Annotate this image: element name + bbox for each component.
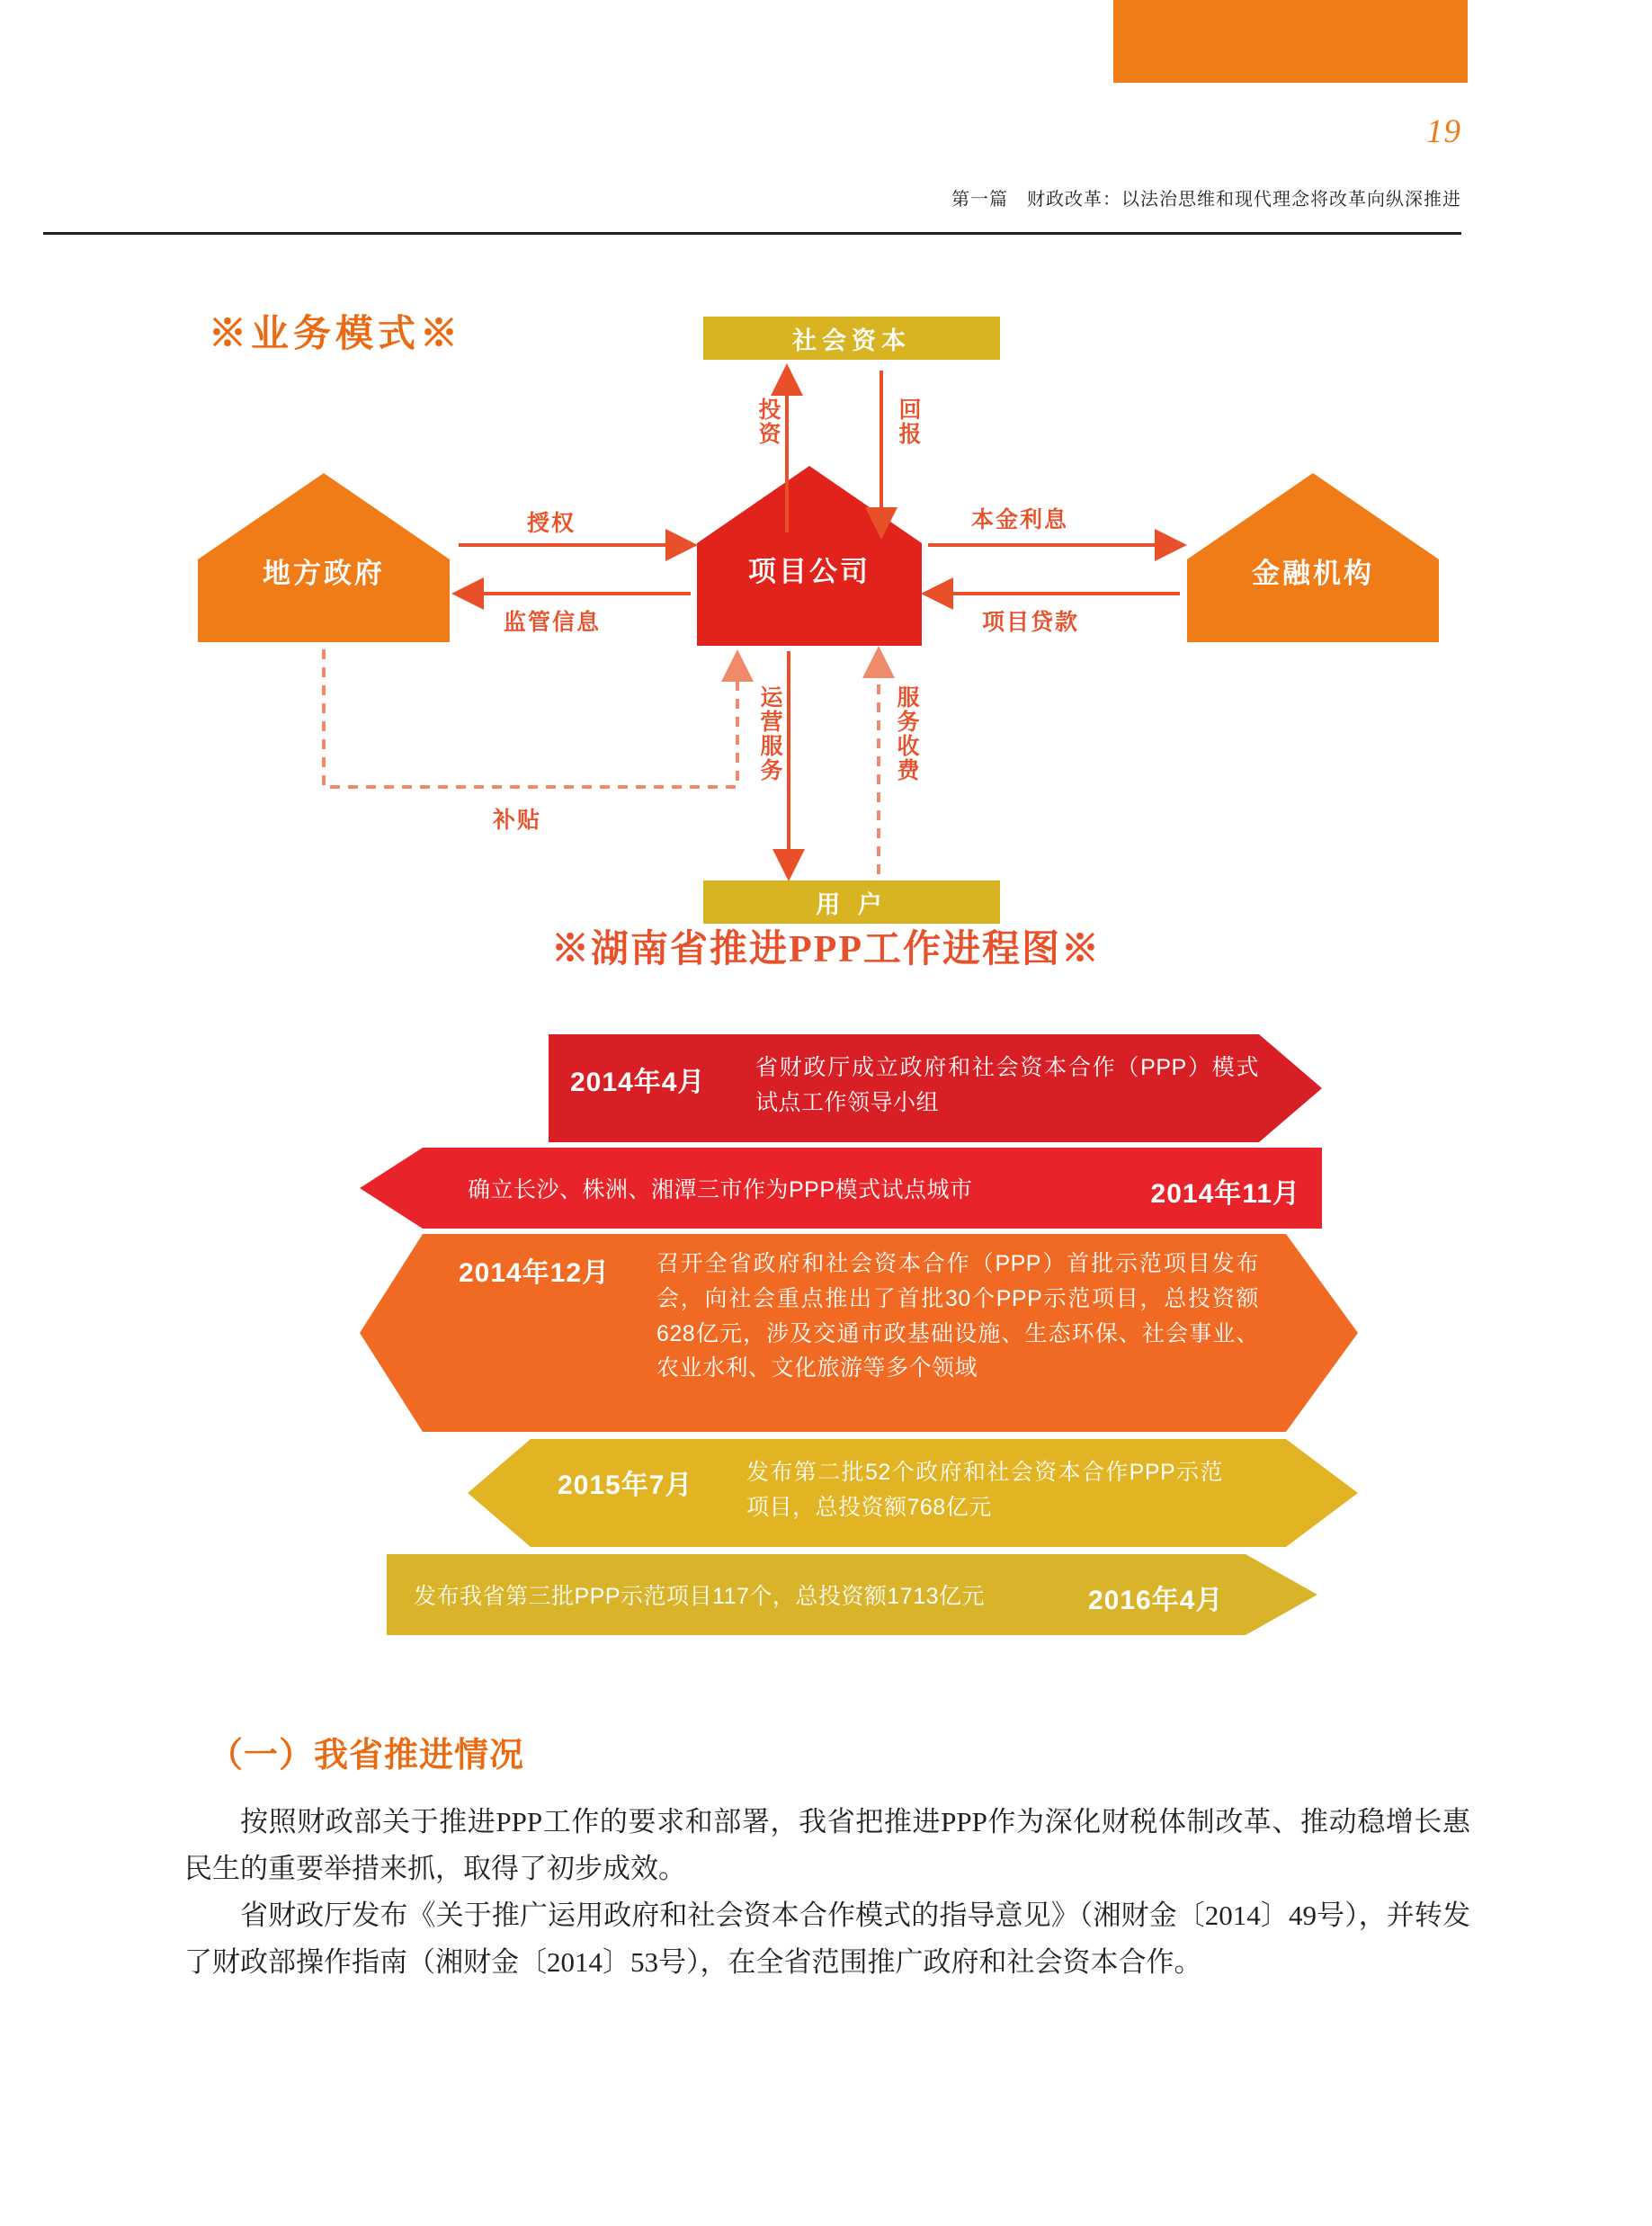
body-paragraph-1: 按照财政部关于推进PPP工作的要求和部署，我省把推进PPP作为深化财税体制改革、推动稳增长惠民生的重要举措来抓，取得了初步成效。 — [184, 1806, 1470, 1885]
node-project-company — [697, 466, 922, 646]
node-financial-institution-label: 金融机构 — [1252, 558, 1374, 589]
timeline-item-3 — [360, 1234, 1358, 1432]
timeline-item-3-date: 2014年12月 — [459, 1258, 611, 1288]
timeline-item-4-desc: 发布第二批52个政府和社会资本合作PPP示范项目，总投资额768亿元 — [746, 1460, 1223, 1520]
label-return: 回报 — [896, 398, 921, 446]
diagram-title: ※业务模式※ — [209, 314, 463, 355]
timeline-item-1 — [549, 1034, 1322, 1142]
business-model-diagram — [198, 297, 1457, 918]
timeline-item-5 — [387, 1554, 1317, 1635]
section-sub-heading: （一）我省推进情况 — [209, 1737, 525, 1775]
timeline-title: ※湖南省推进PPP工作进程图※ — [551, 929, 1101, 970]
timeline-item-4 — [468, 1439, 1358, 1547]
running-head: 第一篇 财政改革：以法治思维和现代理念将改革向纵深推进 — [951, 190, 1461, 210]
label-service-fee: 服务收费 — [894, 685, 919, 782]
node-financial-institution — [1187, 473, 1439, 642]
label-invest: 投资 — [755, 398, 781, 446]
body-text — [184, 1799, 1470, 1986]
label-supervise-info: 监管信息 — [504, 610, 602, 635]
node-user: 用 户 — [703, 881, 1000, 924]
ppp-timeline — [0, 1025, 1652, 1691]
label-subsidy: 补贴 — [493, 808, 542, 833]
label-authorize: 授权 — [527, 511, 576, 536]
timeline-item-5-desc: 发布我省第三批PPP示范项目117个，总投资额1713亿元 — [414, 1584, 985, 1609]
timeline-item-2-desc: 确立长沙、株洲、湘潭三市作为PPP模式试点城市 — [468, 1177, 973, 1202]
node-social-capital: 社会资本 — [703, 317, 1000, 360]
timeline-item-2-date: 2014年11月 — [1150, 1179, 1300, 1209]
node-local-government — [198, 473, 450, 642]
label-operation-service: 运营服务 — [757, 685, 782, 782]
body-paragraph-2: 省财政厅发布《关于推广运用政府和社会资本合作模式的指导意见》（湘财金〔2014〕49号），并转发了财政部操作指南（湘财金〔2014〕53号），在全省范围推广政府和社会资本合作。 — [184, 1900, 1470, 1979]
timeline-item-3-desc: 召开全省政府和社会资本合作（PPP）首批示范项目发布会，向社会重点推出了首批30个PPP示范项目，总投资额628亿元，涉及交通市政基础设施、生态环保、社会事业、农业水利、文化旅游等多个领域 — [656, 1251, 1259, 1381]
timeline-item-1-desc: 省财政厅成立政府和社会资本合作（PPP）模式试点工作领导小组 — [755, 1055, 1259, 1115]
timeline-item-2 — [360, 1148, 1322, 1229]
node-project-company-label: 项目公司 — [748, 556, 871, 587]
timeline-item-4-date: 2015年7月 — [558, 1471, 693, 1500]
header-corner-block — [1113, 0, 1468, 83]
timeline-item-5-date: 2016年4月 — [1088, 1586, 1224, 1615]
label-principal-interest: 本金利息 — [971, 507, 1069, 532]
timeline-item-1-date: 2014年4月 — [570, 1068, 706, 1097]
node-local-government-label: 地方政府 — [263, 558, 385, 589]
page-number: 19 — [1426, 113, 1461, 150]
label-project-loan: 项目贷款 — [982, 610, 1080, 635]
header-rule — [43, 232, 1461, 235]
